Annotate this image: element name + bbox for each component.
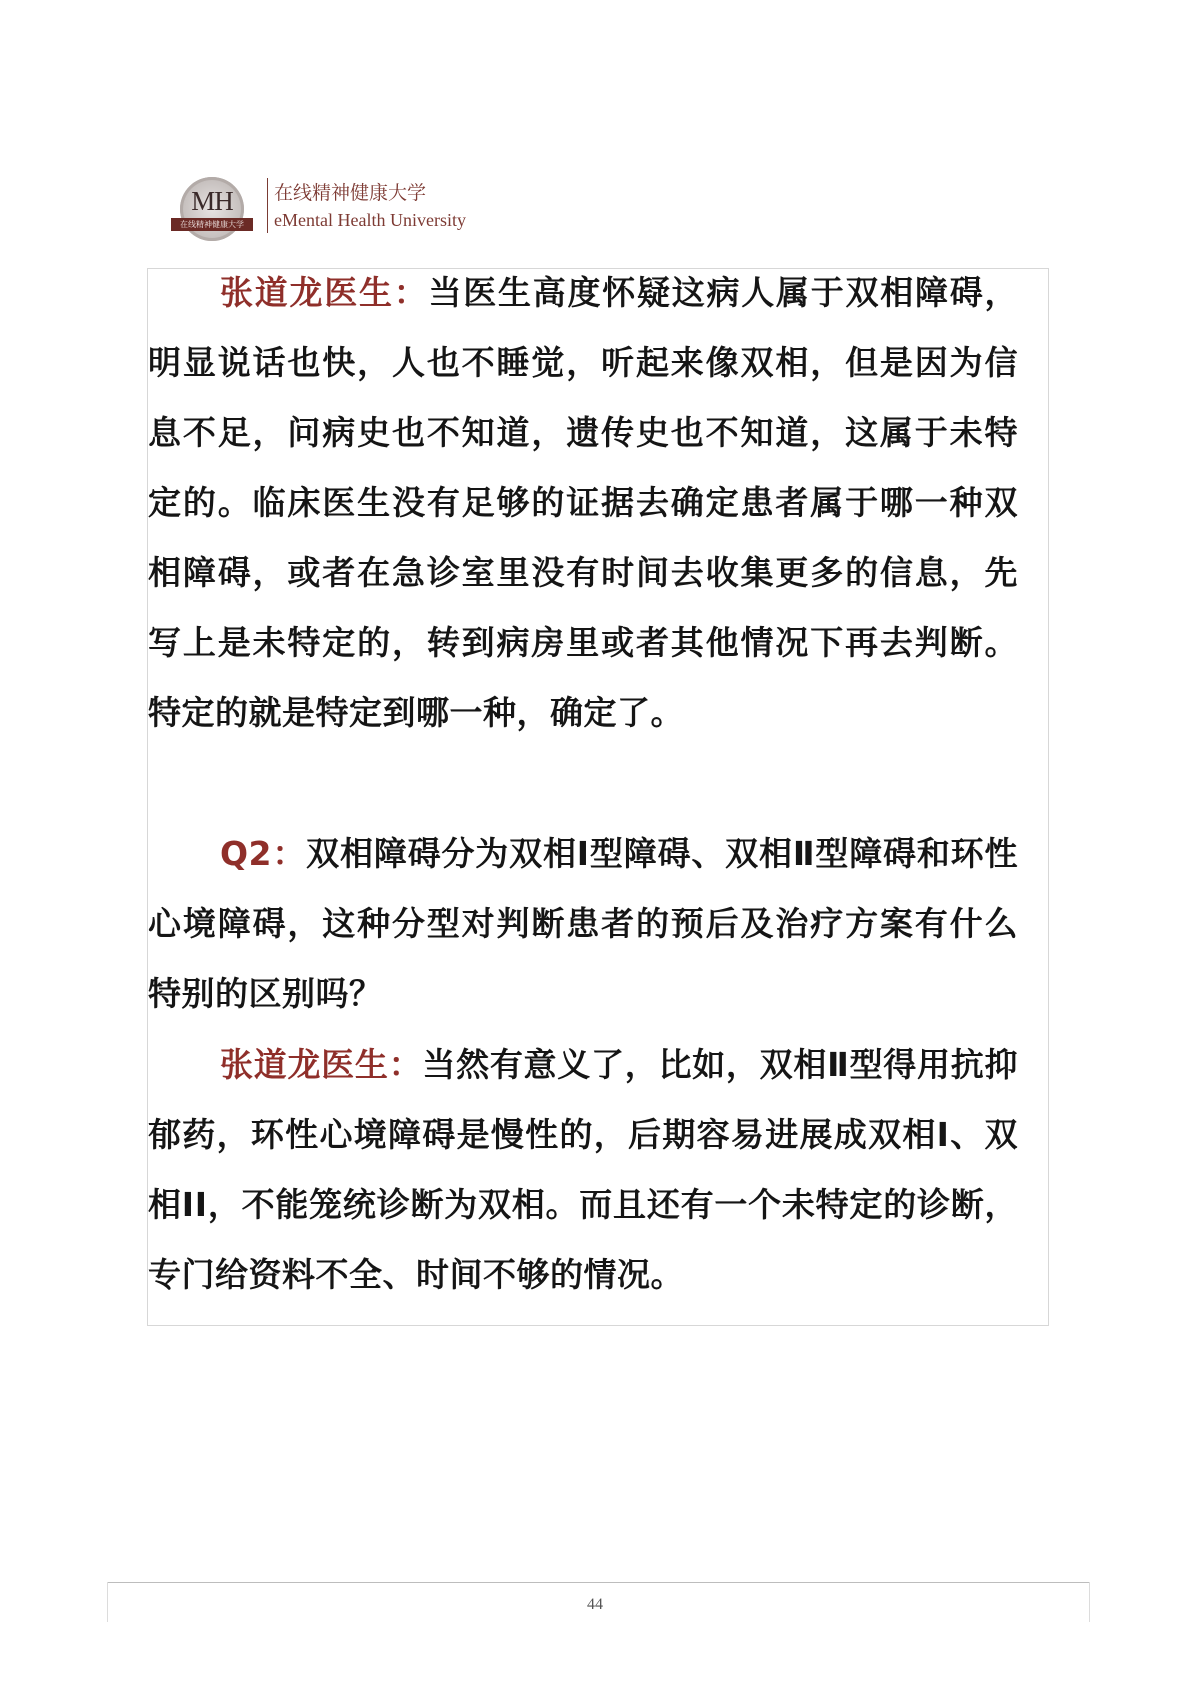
question-label: Q2： — [220, 834, 307, 873]
paragraph-question-2 — [148, 819, 1018, 1029]
paragraph-text: 双相障碍分为双相Ⅰ型障碍、双相Ⅱ型障碍和环性心境障碍，这种分型对判断患者的预后及治疗方案有什么特别的区别吗？ — [148, 834, 1019, 1013]
speaker-label: 张道龙医生： — [220, 1045, 423, 1084]
speaker-label: 张道龙医生： — [220, 273, 429, 312]
header-title-en: eMental Health University — [274, 210, 466, 230]
page-header — [170, 173, 500, 248]
paragraph-text: 当然有意义了，比如，双相Ⅱ型得用抗抑郁药，环性心境障碍是慢性的，后期容易进展成双相Ⅰ、双相ⅠⅠ，不能笼统诊断为双相。而且还有一个未特定的诊断，专门给资料不全、时间不够的情况。 — [148, 1045, 1018, 1294]
footer-divider — [107, 1582, 1090, 1583]
logo-divider — [267, 178, 268, 233]
header-title-cn: 在线精神健康大学 — [274, 182, 427, 204]
paragraph-answer-1 — [148, 258, 1018, 748]
paragraph-answer-2 — [148, 1030, 1018, 1310]
paragraph-text: 当医生高度怀疑这病人属于双相障碍，明显说话也快，人也不睡觉，听起来像双相，但是因为信息不足，问病史也不知道，遗传史也不知道，这属于未特定的。临床医生没有足够的证据去确定患者属于哪一种双相障碍，或者在急诊室里没有时间去收集更多的信息，先写上是未特定的，转到病房里或者其他情况下再去判断。特定的就是特定到哪一种，确定了。 — [148, 273, 1018, 732]
page-number: 44 — [587, 1596, 603, 1613]
university-logo — [180, 177, 244, 241]
logo-monogram: MH — [191, 186, 233, 216]
logo-ribbon: 在线精神健康大学 — [171, 218, 253, 231]
